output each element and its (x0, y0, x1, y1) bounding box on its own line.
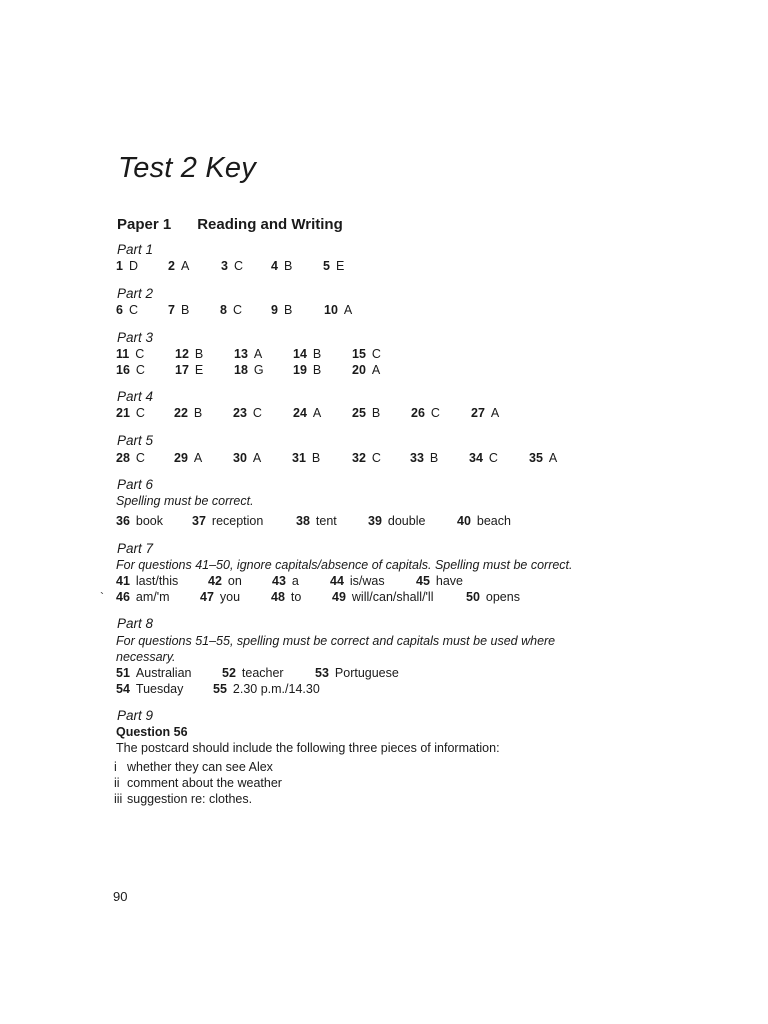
answer-item: 46 am/'m (116, 590, 170, 604)
answer-item: 32 C (352, 451, 381, 465)
part-6-heading: Part 6 (117, 477, 154, 492)
answer-item: 20 A (352, 363, 381, 377)
answer-item: 50 opens (466, 590, 520, 604)
answer-item: 15 C (352, 347, 381, 361)
answer-item: 41 last/this (116, 574, 179, 588)
paper-label: Paper 1 (117, 216, 172, 233)
answer-item: 51 Australian (116, 666, 192, 680)
answer-item: 45 have (416, 574, 464, 588)
answer-item: 7 B (168, 303, 190, 317)
part-9-heading: Part 9 (117, 708, 154, 723)
paper-name: Reading and Writing (197, 216, 343, 233)
question-56-intro: The postcard should include the following three pieces of information: (116, 741, 500, 755)
answer-item: 14 B (293, 347, 322, 361)
answer-item: 4 B (271, 259, 293, 273)
info-item-1: i whether they can see Alex (114, 760, 273, 774)
answer-item: 18 G (234, 363, 264, 377)
page-title: Test 2 Key (118, 152, 256, 184)
answer-item: 52 teacher (222, 666, 284, 680)
part-1-heading: Part 1 (117, 242, 154, 257)
answer-item: 11 C (116, 347, 145, 361)
answer-item: 13 A (234, 347, 263, 361)
answer-item: 34 C (469, 451, 498, 465)
part-8-note-line-1: For questions 51–55, spelling must be correct and capitals must be used where (116, 634, 556, 648)
answer-item: 54 Tuesday (116, 682, 184, 696)
part-2-heading: Part 2 (117, 286, 154, 301)
answer-item: 10 A (324, 303, 353, 317)
part-5-heading: Part 5 (117, 433, 154, 448)
answer-item: 17 E (175, 363, 204, 377)
answer-item: 26 C (411, 406, 440, 420)
answer-item: 22 B (174, 406, 203, 420)
answer-item: 21 C (116, 406, 145, 420)
answer-item: 6 C (116, 303, 138, 317)
answer-item: 38 tent (296, 514, 337, 528)
answer-item: 31 B (292, 451, 321, 465)
info-item-2: ii comment about the weather (114, 776, 282, 790)
margin-mark: ` (100, 590, 104, 604)
part-6-note: Spelling must be correct. (116, 494, 254, 508)
answer-item: 3 C (221, 259, 243, 273)
answer-item: 48 to (271, 590, 302, 604)
answer-item: 25 B (352, 406, 381, 420)
answer-item: 30 A (233, 451, 262, 465)
answer-item: 44 is/was (330, 574, 385, 588)
answer-item: 43 a (272, 574, 299, 588)
question-56-heading: Question 56 (116, 725, 188, 739)
answer-item: 27 A (471, 406, 500, 420)
part-4-heading: Part 4 (117, 389, 154, 404)
answer-item: 49 will/can/shall/'ll (332, 590, 434, 604)
answer-item: 55 2.30 p.m./14.30 (213, 682, 320, 696)
answer-item: 24 A (293, 406, 322, 420)
answer-item: 16 C (116, 363, 145, 377)
answer-item: 5 E (323, 259, 345, 273)
answer-item: 9 B (271, 303, 293, 317)
answer-item: 33 B (410, 451, 439, 465)
answer-item: 53 Portuguese (315, 666, 399, 680)
answer-item: 1 D (116, 259, 138, 273)
part-8-note-line-2: necessary. (116, 650, 176, 664)
paper-heading (117, 216, 343, 233)
answer-item: 2 A (168, 259, 190, 273)
info-item-3: iii suggestion re: clothes. (114, 792, 253, 806)
part-8-heading: Part 8 (117, 616, 154, 631)
answer-item: 29 A (174, 451, 203, 465)
answer-item: 12 B (175, 347, 204, 361)
part-3-heading: Part 3 (117, 330, 154, 345)
answer-item: 28 C (116, 451, 145, 465)
part-7-heading: Part 7 (117, 541, 154, 556)
answer-item: 8 C (220, 303, 242, 317)
page-number: 90 (113, 889, 128, 904)
answer-item: 39 double (368, 514, 426, 528)
answer-item: 40 beach (457, 514, 511, 528)
answer-item: 36 book (116, 514, 164, 528)
answer-item: 19 B (293, 363, 322, 377)
part-7-note: For questions 41–50, ignore capitals/absence of capitals. Spelling must be correct. (116, 558, 573, 572)
answer-item: 23 C (233, 406, 262, 420)
answer-item: 42 on (208, 574, 242, 588)
answer-item: 37 reception (192, 514, 264, 528)
answer-item: 35 A (529, 451, 558, 465)
answer-item: 47 you (200, 590, 241, 604)
